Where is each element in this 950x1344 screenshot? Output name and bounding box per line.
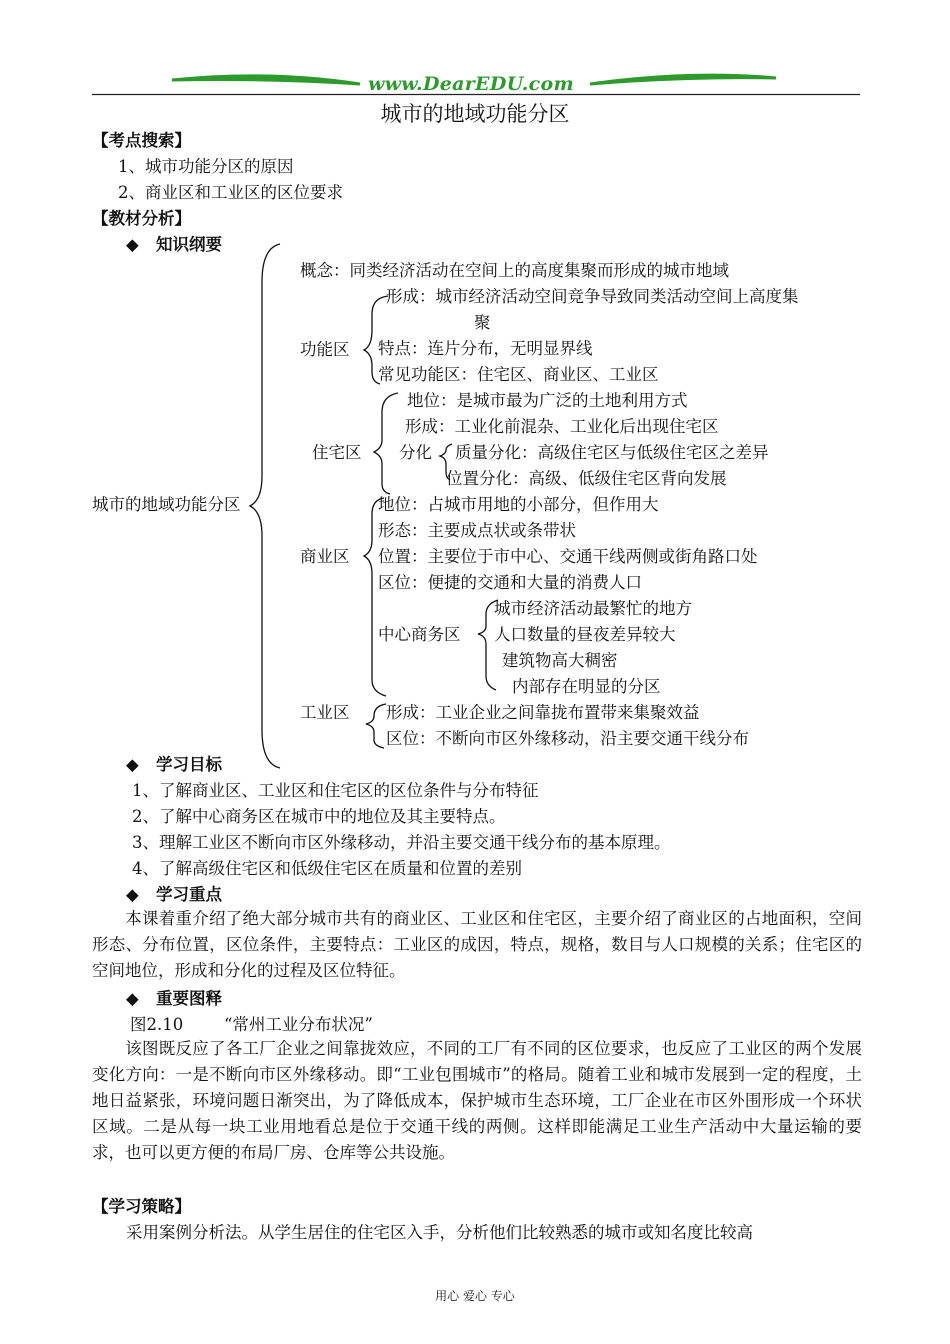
section-heading-kaodian: 【考点搜索】 [92, 131, 191, 150]
shangye-location-factor: 区位：便捷的交通和大量的消费人口 [378, 573, 642, 592]
goal-item: 2、了解中心商务区在城市中的地位及其主要特点。 [132, 807, 506, 826]
gongye-brace [366, 704, 386, 748]
strategy-text: 采用案例分析法。从学生居住的住宅区入手，分析他们比较熟悉的城市或知名度比较高 [126, 1223, 753, 1242]
zhuzhai-status: 地位：是城市最为广泛的土地利用方式 [407, 391, 688, 410]
outline-concept: 概念：同类经济活动在空间上的高度集聚而形成的城市地域 [300, 261, 729, 280]
zhuzhai-quality: 质量分化：高级住宅区与低级住宅区之差异 [455, 443, 769, 462]
goal-item: 3、理解工业区不断向市区外缘移动，并沿主要交通干线分布的基本原理。 [132, 833, 671, 852]
shangye-status: 地位：占城市用地的小部分，但作用大 [378, 495, 659, 514]
bullet-diamond-icon: ◆ [126, 755, 139, 774]
bullet-diamond-icon: ◆ [126, 235, 139, 254]
gongneng-common: 常见功能区：住宅区、商业区、工业区 [378, 365, 659, 384]
root-brace [250, 244, 280, 768]
goal-item: 1、了解商业区、工业区和住宅区的区位条件与分布特征 [132, 781, 539, 800]
shangye-location: 位置：主要位于市中心、交通干线两侧或街角路口处 [378, 547, 758, 566]
cbd-label: 中心商务区 [378, 625, 461, 644]
figure-caption-number: 图2.10 [130, 1015, 184, 1034]
page-title: 城市的地域功能分区 [380, 102, 570, 126]
outline-root: 城市的地域功能分区 [92, 495, 241, 514]
gongneng-label: 功能区 [300, 340, 350, 359]
section-heading-strategy: 【学习策略】 [92, 1197, 191, 1216]
footer-text: 用心 爱心 专心 [435, 1289, 515, 1303]
cbd-item: 建筑物高大稠密 [502, 651, 618, 670]
gongye-label: 工业区 [300, 703, 350, 722]
goals-heading: 学习目标 [156, 755, 222, 774]
outline-heading: 知识纲要 [156, 235, 222, 254]
zhuzhai-brace [374, 393, 398, 494]
gongye-location: 区位：不断向市区外缘移动，沿主要交通干线分布 [386, 729, 749, 748]
section-heading-jiaocai: 【教材分析】 [92, 209, 191, 228]
bullet-diamond-icon: ◆ [126, 885, 139, 904]
cbd-item: 人口数量的昼夜差异较大 [494, 625, 676, 644]
goal-item: 4、了解高级住宅区和低级住宅区在质量和位置的差别 [132, 859, 522, 878]
fenhua-label: 分化 [399, 443, 432, 462]
focus-text: 本课着重介绍了绝大部分城市共有的商业区、工业区和住宅区，主要介绍了商业区的占地面积，空间形态、分布位置，区位条件，主要特点：工业区的成因，特点，规格，数目与人口规模的关系；住宅区的空间地位，形成和分化的过程及区位特征。 [92, 909, 862, 980]
zhuzhai-position: 位置分化：高级、低级住宅区背向发展 [446, 469, 727, 488]
gongye-formation: 形成：工业企业之间靠拢布置带来集聚效益 [386, 703, 700, 722]
figure-paragraph [92, 1036, 862, 1166]
figure-caption: “常州工业分布状况” [224, 1015, 373, 1034]
focus-paragraph [92, 906, 862, 984]
figure-heading: 重要图释 [156, 989, 222, 1008]
gongneng-formation-cont: 聚 [474, 313, 491, 332]
bullet-diamond-icon: ◆ [126, 989, 139, 1008]
zhuzhai-label: 住宅区 [312, 443, 362, 462]
figure-text: 该图既反应了各工厂企业之间靠拢效应，不同的工厂有不同的区位要求，也反应了工业区的两个发展变化方向：一是不断向市区外缘移动。即“工业包围城市”的格局。随着工业和城市发展到一定的程度，土地日益紧张，环境问题日渐突出，为了降低成本，保护城市生态环境，工厂企业在市区外围形成一个环状区域。二是从每一块工业用地看总是位于交通干线的两侧。这样即能满足工业生产活动中大量运输的要求，也可以更方便的布局厂房、仓库等公共设施。 [92, 1039, 862, 1162]
kaodian-item: 2、商业区和工业区的区位要求 [118, 183, 343, 202]
zhuzhai-formation: 形成：工业化前混杂、工业化后出现住宅区 [405, 417, 719, 436]
gongneng-feature: 特点：连片分布，无明显界线 [378, 339, 593, 358]
cbd-item: 内部存在明显的分区 [512, 677, 661, 696]
kaodian-item: 1、城市功能分区的原因 [118, 157, 294, 176]
site-url: www.DearEDU.com [368, 73, 574, 95]
cbd-item: 城市经济活动最繁忙的地方 [494, 599, 692, 618]
shangye-label: 商业区 [300, 547, 350, 566]
shangye-form: 形态：主要成点状或条带状 [378, 521, 576, 540]
gongneng-formation: 形成：城市经济活动空间竞争导致同类活动空间上高度集 [386, 287, 799, 306]
focus-heading: 学习重点 [156, 885, 222, 904]
